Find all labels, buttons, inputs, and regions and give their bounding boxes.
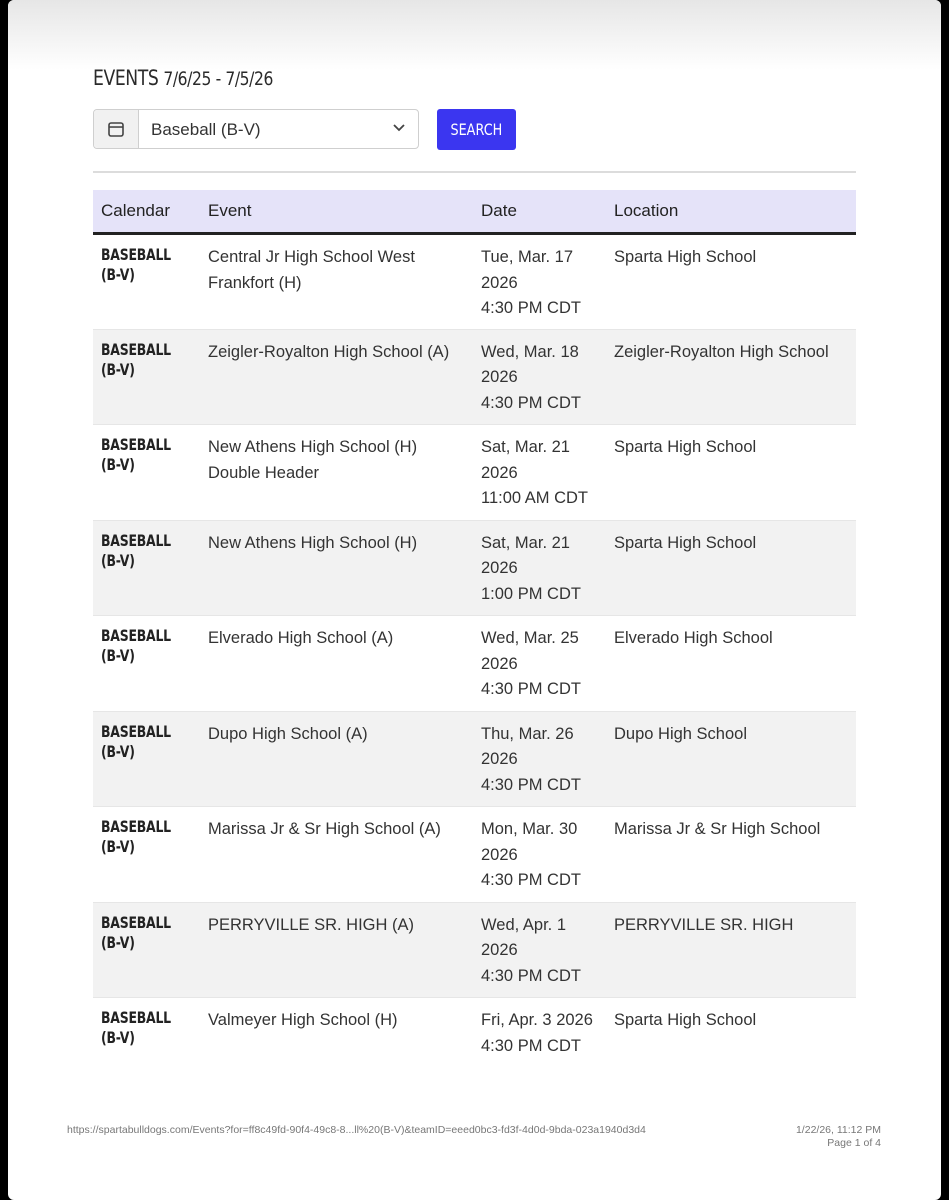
calendar-cell	[93, 807, 200, 903]
location-cell: Sparta High School	[606, 520, 856, 616]
date-line: 4:30 PM CDT	[481, 775, 581, 794]
date-line: 11:00 AM CDT	[481, 489, 588, 507]
table-row	[93, 711, 856, 807]
calendar-label: (B-V)	[101, 455, 135, 474]
table-row	[93, 807, 856, 903]
column-header-calendar: Calendar	[93, 190, 200, 234]
table-row	[93, 329, 856, 425]
calendar-label: (B-V)	[101, 265, 135, 284]
calendar-label: BASEBALL	[101, 721, 171, 741]
date-cell	[473, 998, 606, 1094]
calendar-label: BASEBALL	[101, 530, 171, 550]
page-title	[93, 66, 273, 90]
date-line: Thu, Mar. 26	[481, 724, 574, 743]
calendar-label: BASEBALL	[101, 626, 171, 645]
calendar-label: BASEBALL	[101, 912, 171, 932]
location-cell: Marissa Jr & Sr High School	[606, 807, 856, 903]
calendar-label: BASEBALL	[101, 245, 171, 264]
calendar-filter[interactable]	[93, 109, 419, 149]
search-button-label: SEARCH	[450, 120, 503, 139]
date-cell	[473, 329, 606, 425]
calendar-label: BASEBALL	[101, 435, 171, 454]
date-line: Wed, Mar. 18	[481, 342, 579, 361]
printed-page	[8, 0, 941, 1200]
event-cell[interactable]: Elverado High School (A)	[200, 616, 473, 712]
column-header-date: Date	[473, 190, 606, 234]
date-line: Wed, Apr. 1	[481, 915, 566, 934]
table-row	[93, 520, 856, 616]
table-header-row	[93, 190, 856, 234]
table-row	[93, 998, 856, 1094]
date-line: 2026	[481, 273, 518, 292]
date-line: Sat, Mar. 21	[481, 438, 570, 456]
event-cell[interactable]: Valmeyer High School (H)	[208, 1011, 398, 1029]
calendar-icon	[94, 110, 139, 148]
location-cell: Sparta High School	[606, 234, 856, 330]
top-shadow	[8, 0, 941, 70]
date-line: 2026	[481, 559, 518, 577]
date-cell	[473, 807, 606, 903]
date-line: Wed, Mar. 25	[481, 629, 579, 647]
event-cell[interactable]: New Athens High School (H)	[200, 520, 473, 616]
date-cell	[473, 520, 606, 616]
calendar-label: BASEBALL	[101, 1008, 171, 1027]
calendar-label: (B-V)	[101, 932, 135, 952]
date-line: 4:30 PM CDT	[481, 680, 581, 698]
date-line: 4:30 PM CDT	[481, 299, 581, 317]
location-cell: Sparta High School	[606, 425, 856, 521]
date-line: Mon, Mar. 30	[481, 820, 578, 838]
date-line: 4:30 PM CDT	[481, 393, 581, 412]
calendar-cell	[93, 425, 200, 521]
event-cell[interactable]: Dupo High School (A)	[200, 711, 473, 807]
date-line: 4:30 PM CDT	[481, 1036, 581, 1055]
event-cell[interactable]: Central Jr High School West Frankfort (H)	[200, 234, 473, 330]
column-header-event: Event	[200, 190, 473, 234]
calendar-label: (B-V)	[101, 550, 135, 570]
chevron-down-icon	[392, 123, 406, 133]
date-cell	[473, 234, 606, 330]
calendar-label: (B-V)	[101, 837, 135, 856]
table-row	[93, 425, 856, 521]
footer-meta	[796, 1124, 881, 1150]
calendar-cell	[93, 711, 200, 807]
calendar-label: BASEBALL	[101, 817, 171, 836]
events-heading: EVENTS	[93, 66, 159, 90]
location-cell: Sparta High School	[614, 1011, 757, 1029]
calendar-cell	[93, 234, 200, 330]
table-row	[93, 234, 856, 330]
calendar-label: (B-V)	[101, 1028, 135, 1047]
footer-page-number: Page 1 of 4	[827, 1137, 881, 1149]
calendar-select-value[interactable]: Baseball (B-V)	[151, 120, 261, 139]
event-cell[interactable]: Zeigler-Royalton High School (A)	[200, 329, 473, 425]
date-line: 2026	[481, 368, 518, 386]
date-cell	[473, 711, 606, 807]
footer-timestamp: 1/22/26, 11:12 PM	[795, 1124, 881, 1136]
calendar-label: BASEBALL	[101, 339, 171, 359]
divider	[93, 171, 856, 173]
location-cell: Zeigler-Royalton High School	[606, 329, 856, 425]
location-cell: Dupo High School	[606, 711, 856, 807]
date-cell	[473, 425, 606, 521]
table-row	[93, 902, 856, 998]
event-cell[interactable]: New Athens High School (H) Double Header	[200, 425, 473, 521]
footer-url: https://spartabulldogs.com/Events?for=ff8c49fd-90f4-49c8-8...ll%20(B-V)&teamID=eeed0bc3-fd3f-4d0d-9bda-023a1940d3d4	[67, 1124, 646, 1136]
event-cell[interactable]: PERRYVILLE SR. HIGH (A)	[200, 902, 473, 998]
date-cell	[473, 616, 606, 712]
search-button[interactable]	[437, 109, 516, 150]
date-line: 1:00 PM CDT	[481, 584, 581, 603]
date-line: 2026	[481, 463, 518, 482]
calendar-cell	[93, 520, 200, 616]
event-cell[interactable]: Marissa Jr & Sr High School (A)	[200, 807, 473, 903]
calendar-label: (B-V)	[101, 646, 135, 665]
date-range: 7/6/25 - 7/5/26	[163, 68, 274, 90]
date-line: 2026	[481, 845, 518, 864]
date-line: 2026	[481, 750, 518, 768]
calendar-label: (B-V)	[101, 359, 135, 379]
column-header-location: Location	[606, 190, 856, 234]
events-table	[93, 190, 856, 1093]
calendar-cell	[93, 616, 200, 712]
table-row	[93, 616, 856, 712]
calendar-label: (B-V)	[101, 741, 135, 761]
date-line: Sat, Mar. 21	[481, 533, 570, 552]
date-line: Tue, Mar. 17	[481, 248, 574, 266]
date-line: 2026	[481, 654, 518, 673]
location-cell: PERRYVILLE SR. HIGH	[606, 902, 856, 998]
date-line: 2026	[481, 941, 518, 959]
calendar-cell	[93, 902, 200, 998]
date-line: Fri, Apr. 3 2026	[481, 1011, 593, 1029]
date-cell	[473, 902, 606, 998]
location-cell: Elverado High School	[606, 616, 856, 712]
date-line: 4:30 PM CDT	[481, 966, 581, 985]
calendar-cell	[93, 998, 200, 1094]
date-line: 4:30 PM CDT	[481, 871, 581, 889]
calendar-cell	[93, 329, 200, 425]
